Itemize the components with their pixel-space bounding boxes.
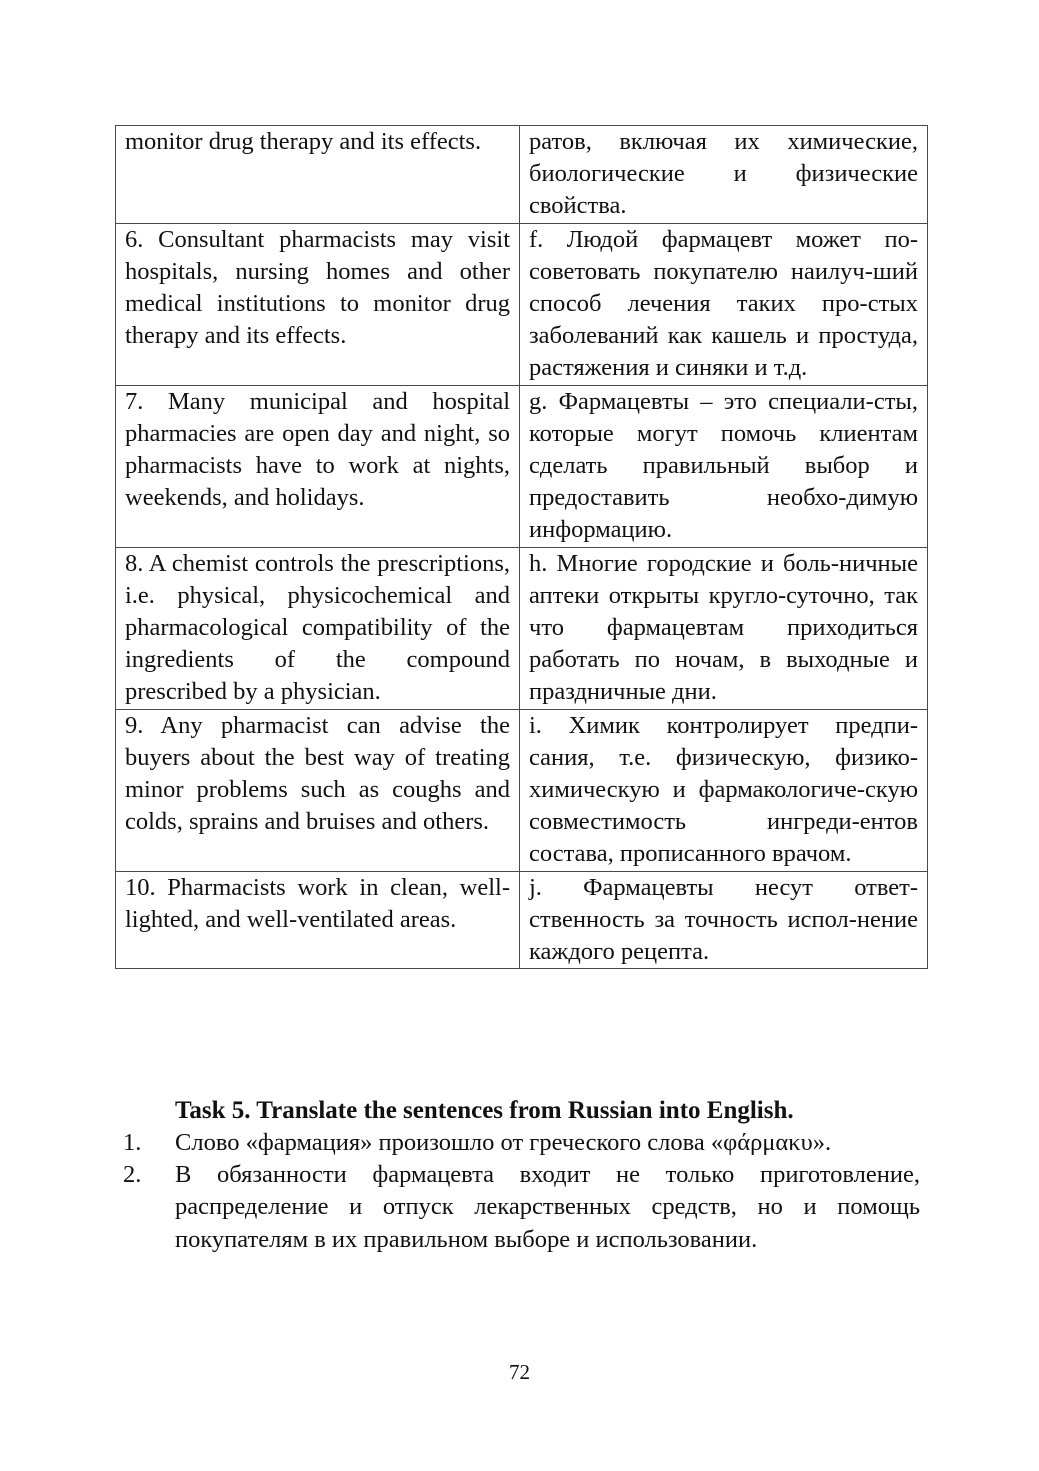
- list-item-text: Слово «фармация» произошло от греческого слова «φάρμακυ».: [175, 1129, 832, 1156]
- task-section: [120, 1095, 920, 1256]
- task-title: Task 5. Translate the sentences from Russian into English.: [175, 1097, 794, 1124]
- matching-table: [115, 125, 928, 969]
- russian-cell: i. Химик контролирует предпи-сания, т.е. физическую, физико-химическую и фармакологиче-скую совместимость ингреди-ентов состава, прописанного врачом.: [520, 709, 928, 871]
- english-cell: monitor drug therapy and its effects.: [116, 126, 520, 224]
- table-row: [116, 871, 928, 969]
- russian-cell: g. Фармацевты – это специали-сты, которые могут помочь клиентам сделать правильный выбор и предоставить необхо-димую информацию.: [520, 385, 928, 547]
- english-cell: 8. A chemist controls the prescriptions, i.e. physical, physicochemical and pharmacological compatibility of the ingredients of the compound prescribed by a physician.: [116, 547, 520, 709]
- english-cell: 6. Consultant pharmacists may visit hospitals, nursing homes and other medical institutions to monitor drug therapy and its effects.: [116, 223, 520, 385]
- russian-cell: j. Фармацевты несут ответ-ственность за точность испол-нение каждого рецепта.: [520, 871, 928, 969]
- table-row: [116, 385, 928, 547]
- table-row: [116, 547, 928, 709]
- list-item-number: 2.: [123, 1161, 142, 1189]
- list-item-text: В обязанности фармацевта входит не только приготовление, распределение и отпуск лекарственных средств, но и помощь покупателям в их правильном выборе и использовании.: [175, 1161, 920, 1253]
- table-row: [116, 709, 928, 871]
- table-row: [116, 223, 928, 385]
- english-cell: 7. Many municipal and hospital pharmacies are open day and night, so pharmacists have to work at nights, weekends, and holidays.: [116, 385, 520, 547]
- list-item: [120, 1127, 920, 1159]
- page-number: 72: [509, 1360, 530, 1384]
- task-list: [120, 1127, 920, 1256]
- english-cell: 9. Any pharmacist can advise the buyers about the best way of treating minor problems such as coughs and colds, sprains and bruises and others.: [116, 709, 520, 871]
- russian-cell: f. Людой фармацевт может по-советовать покупателю наилуч-ший способ лечения таких про-стых заболеваний как кашель и простуда, растяжения и синяки и т.д.: [520, 223, 928, 385]
- russian-cell: ратов, включая их химические, биологические и физические свойства.: [520, 126, 928, 224]
- list-item: [120, 1159, 920, 1256]
- list-item-number: 1.: [123, 1129, 142, 1156]
- english-cell: 10. Pharmacists work in clean, well-lighted, and well-ventilated areas.: [116, 871, 520, 969]
- russian-cell: h. Многие городские и боль-ничные аптеки открыты кругло-суточно, так что фармацевтам приходиться работать по ночам, в выходные и праздничные дни.: [520, 547, 928, 709]
- table-row: [116, 126, 928, 224]
